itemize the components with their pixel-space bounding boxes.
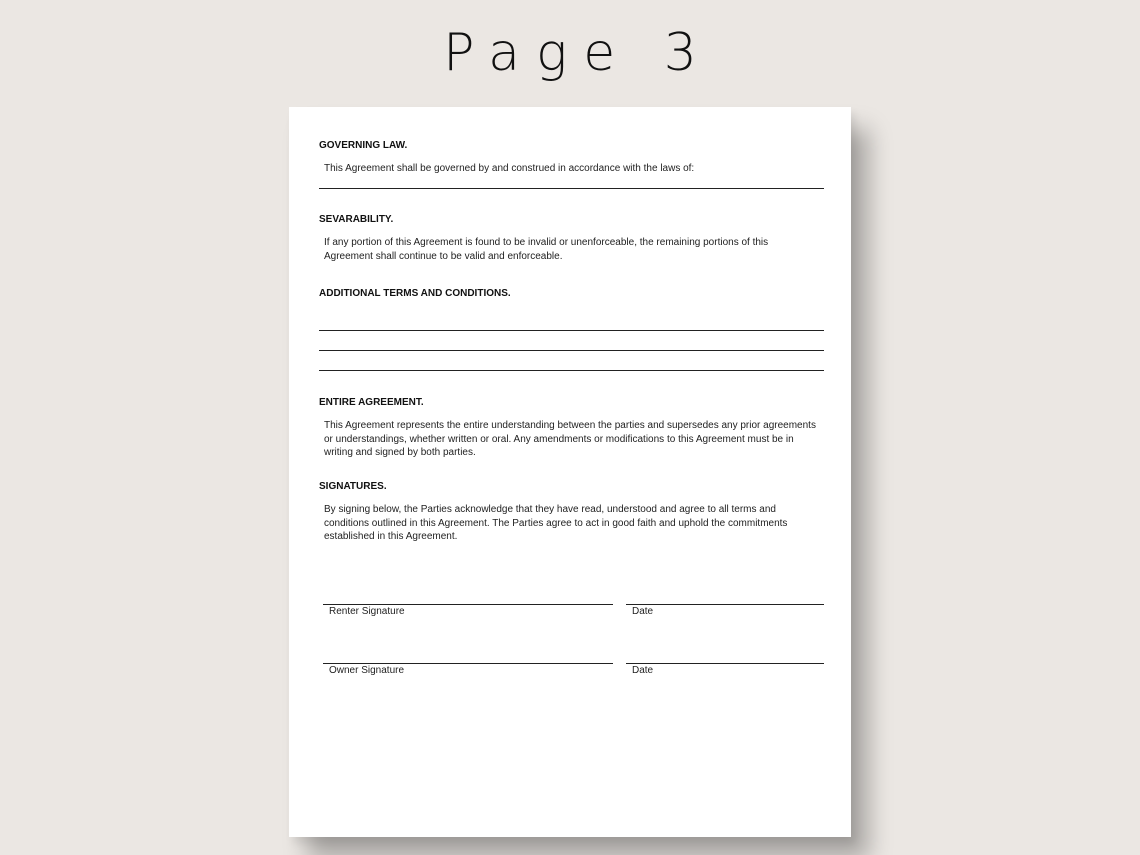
signatures-text: By signing below, the Parties acknowledge that they have read, understood and agree to all terms and conditions outlined in this Agreement. The Parties agree to act in good faith and uphold the commitments established in this Agreement.: [324, 504, 788, 542]
page-heading: Page 3: [443, 23, 713, 83]
renter-date-label: Date: [632, 606, 654, 617]
governing-law-text: This Agreement shall be governed by and construed in accordance with the laws of:: [324, 163, 695, 174]
renter-signature-label: Renter Signature: [329, 606, 405, 617]
additional-terms-line-3[interactable]: [319, 370, 824, 371]
entire-agreement-heading: ENTIRE AGREEMENT.: [319, 397, 424, 408]
entire-agreement-text: This Agreement represents the entire understanding between the parties and supersedes any prior agreements or understandings, whether written or oral. Any amendments or modifications to this Agreement must be in writing and signed by both parties.: [324, 420, 816, 458]
signatures-heading: SIGNATURES.: [319, 481, 387, 492]
additional-terms-line-1[interactable]: [319, 330, 824, 331]
owner-date-line[interactable]: [626, 663, 824, 664]
owner-date-label: Date: [632, 665, 654, 676]
owner-signature-line[interactable]: [323, 663, 613, 664]
renter-signature-line[interactable]: [323, 604, 613, 605]
governing-law-fill-line[interactable]: [319, 188, 824, 189]
owner-signature-label: Owner Signature: [329, 665, 405, 676]
governing-law-heading: GOVERNING LAW.: [319, 140, 408, 151]
additional-terms-heading: ADDITIONAL TERMS AND CONDITIONS.: [319, 288, 511, 299]
severability-heading: SEVARABILITY.: [319, 214, 394, 225]
renter-date-line[interactable]: [626, 604, 824, 605]
document-page: [289, 107, 851, 837]
additional-terms-line-2[interactable]: [319, 350, 824, 351]
severability-text: If any portion of this Agreement is found to be invalid or unenforceable, the remaining portions of this Agreement shall continue to be valid and enforceable.: [324, 237, 769, 262]
